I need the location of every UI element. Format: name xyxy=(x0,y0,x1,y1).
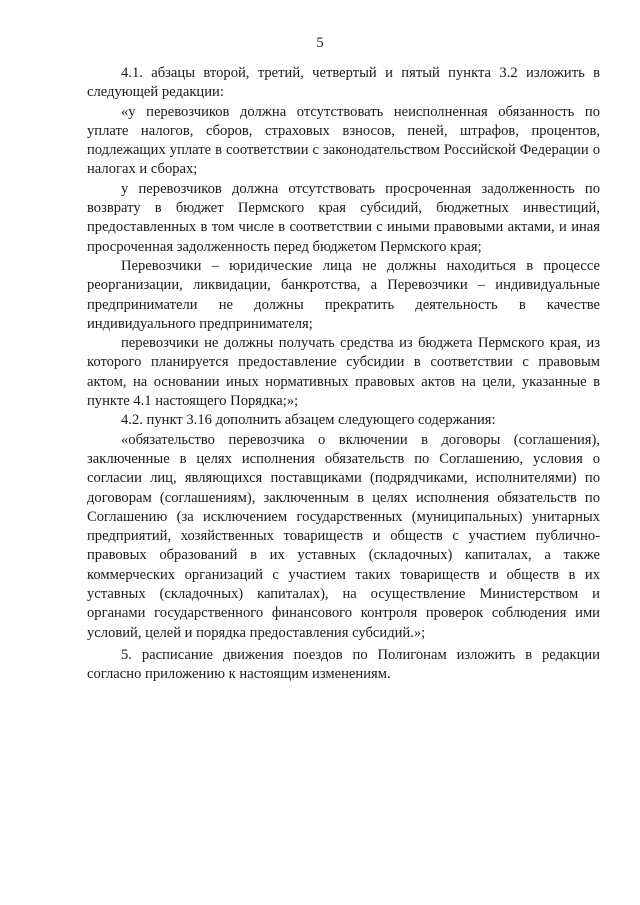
paragraph-5-schedule: 5. расписание движения поездов по Полигонам изложить в редакции согласно приложению к настоящим изменениям. xyxy=(87,646,600,683)
paragraph-tax-obligations: «у перевозчиков должна отсутствовать неисполненная обязанность по уплате налогов, сборов, страховых взносов, пеней, штрафов, процентов, подлежащих уплате в соответствии с законодательством Российской Федерации о налогах и сборах; xyxy=(87,103,600,178)
paragraph-budget-funds: перевозчики не должны получать средства из бюджета Пермского края, из которого планируется предоставление субсидии в соответствии с правовым актом, на основании иных нормативных правовых актов на цели, указанные в пункте 4.1 настоящего Порядка;»; xyxy=(87,335,600,410)
page-number: 5 xyxy=(316,35,324,51)
paragraph-4-1-intro: 4.1. абзацы второй, третий, четвертый и пятый пункта 3.2 изложить в следующей редакции: xyxy=(87,65,600,101)
paragraph-budget-debt: у перевозчиков должна отсутствовать просроченная задолженность по возврату в бюджет Пермского края субсидий, бюджетных инвестиций, предоставленных в том числе в соответствии с иными правовыми актами, и иная просроченная задолженность перед бюджетом Пермского края; xyxy=(87,180,600,255)
document-body xyxy=(87,64,600,685)
paragraph-reorganization: Перевозчики – юридические лица не должны находиться в процессе реорганизации, ликвидации, банкротства, а Перевозчики – индивидуальные предприниматели не должны прекратить деятельность в качестве индивидуального предпринимателя; xyxy=(87,257,600,332)
paragraph-contract-obligation: «обязательство перевозчика о включении в договоры (соглашения), заключенные в целях исполнения обязательств по Соглашению, условия о согласии лиц, являющихся поставщиками (подрядчиками, исполнителями) по договорам (соглашениям), заключенным в целях исполнения обязательств по Соглашению (за исключением государственных (муниципальных) унитарных предприятий, хозяйственных товариществ и обществ с участием публично-правовых образований в их уставных (складочных) капиталах, а также коммерческих организаций с участием таких товариществ и обществ в их уставных (складочных) капиталах), на осуществление Министерством и органами государственного финансового контроля проверок соблюдения ими условий, целей и порядка предоставления субсидий.»; xyxy=(87,431,600,641)
paragraph-4-2-intro: 4.2. пункт 3.16 дополнить абзацем следующего содержания: xyxy=(121,412,496,429)
